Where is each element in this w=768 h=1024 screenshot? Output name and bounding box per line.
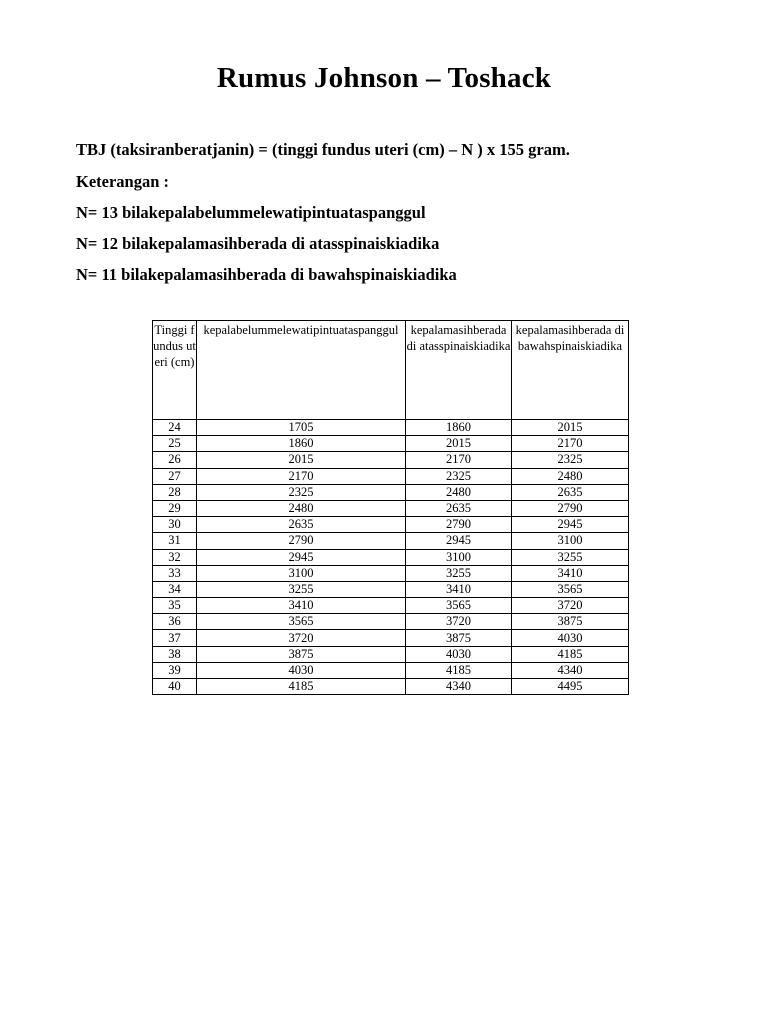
table-cell: 3255 bbox=[197, 581, 406, 597]
table-cell: 3565 bbox=[197, 614, 406, 630]
table-row bbox=[153, 484, 629, 500]
table-cell: 33 bbox=[153, 565, 197, 581]
table-cell: 3100 bbox=[512, 533, 629, 549]
table-cell: 3875 bbox=[512, 614, 629, 630]
header-n11: kepalamasihberada di bawahspinaiskiadika bbox=[512, 321, 629, 420]
table-cell: 4340 bbox=[406, 679, 512, 695]
table-cell: 2790 bbox=[406, 517, 512, 533]
table-cell: 2945 bbox=[512, 517, 629, 533]
header-fundus-height: Tinggi fundus uteri (cm) bbox=[153, 321, 197, 420]
table-cell: 32 bbox=[153, 549, 197, 565]
table-row bbox=[153, 630, 629, 646]
table-row bbox=[153, 565, 629, 581]
table-head bbox=[153, 321, 629, 420]
table-cell: 2015 bbox=[197, 452, 406, 468]
table-cell: 2790 bbox=[512, 500, 629, 516]
table-cell: 36 bbox=[153, 614, 197, 630]
table-cell: 31 bbox=[153, 533, 197, 549]
table-cell: 3100 bbox=[197, 565, 406, 581]
table-row bbox=[153, 452, 629, 468]
table-cell: 2480 bbox=[512, 468, 629, 484]
table-row bbox=[153, 500, 629, 516]
table-cell: 4495 bbox=[512, 679, 629, 695]
table-cell: 3720 bbox=[197, 630, 406, 646]
table-cell: 2635 bbox=[197, 517, 406, 533]
table-cell: 2480 bbox=[406, 484, 512, 500]
table-cell: 4185 bbox=[406, 662, 512, 678]
table-cell: 1860 bbox=[406, 420, 512, 436]
table-cell: 2945 bbox=[406, 533, 512, 549]
table-cell: 24 bbox=[153, 420, 197, 436]
table-cell: 30 bbox=[153, 517, 197, 533]
note-n12: N= 12 bilakepalamasihberada di atasspinaiskiadika bbox=[76, 234, 440, 253]
table-cell: 26 bbox=[153, 452, 197, 468]
page-title: Rumus Johnson – Toshack bbox=[216, 62, 552, 94]
table-row bbox=[153, 549, 629, 565]
table-cell: 3255 bbox=[512, 549, 629, 565]
table-cell: 3565 bbox=[512, 581, 629, 597]
table-row bbox=[153, 646, 629, 662]
table-cell: 34 bbox=[153, 581, 197, 597]
table-row bbox=[153, 533, 629, 549]
table-cell: 2170 bbox=[197, 468, 406, 484]
keterangan-label: Keterangan : bbox=[76, 172, 170, 191]
table-row bbox=[153, 420, 629, 436]
table-cell: 2635 bbox=[406, 500, 512, 516]
table-row bbox=[153, 614, 629, 630]
table-cell: 2325 bbox=[512, 452, 629, 468]
table-cell: 2170 bbox=[406, 452, 512, 468]
table-row bbox=[153, 679, 629, 695]
table-cell: 1860 bbox=[197, 436, 406, 452]
table-cell: 2945 bbox=[197, 549, 406, 565]
table-row bbox=[153, 598, 629, 614]
table-cell: 3875 bbox=[197, 646, 406, 662]
table-cell: 3720 bbox=[406, 614, 512, 630]
weight-table bbox=[152, 320, 629, 695]
table-cell: 4185 bbox=[512, 646, 629, 662]
formula-text: TBJ (taksiranberatjanin) = (tinggi fundus uteri (cm) – N ) x 155 gram. bbox=[76, 140, 570, 159]
table-cell: 4185 bbox=[197, 679, 406, 695]
table-cell: 2015 bbox=[512, 420, 629, 436]
table-cell: 3410 bbox=[406, 581, 512, 597]
table-cell: 1705 bbox=[197, 420, 406, 436]
note-n11: N= 11 bilakepalamasihberada di bawahspinaiskiadika bbox=[76, 265, 457, 284]
table-cell: 35 bbox=[153, 598, 197, 614]
header-n12: kepalamasihberada di atasspinaiskiadika bbox=[406, 321, 512, 420]
table-body bbox=[153, 420, 629, 695]
table-cell: 3720 bbox=[512, 598, 629, 614]
table-cell: 40 bbox=[153, 679, 197, 695]
table-cell: 3410 bbox=[197, 598, 406, 614]
table-cell: 25 bbox=[153, 436, 197, 452]
table-row bbox=[153, 662, 629, 678]
table-row bbox=[153, 581, 629, 597]
table-cell: 2790 bbox=[197, 533, 406, 549]
table-cell: 27 bbox=[153, 468, 197, 484]
table-cell: 4340 bbox=[512, 662, 629, 678]
table-cell: 3100 bbox=[406, 549, 512, 565]
table-row bbox=[153, 517, 629, 533]
table-header-row bbox=[153, 321, 629, 420]
table-row bbox=[153, 436, 629, 452]
table-cell: 38 bbox=[153, 646, 197, 662]
table-cell: 2170 bbox=[512, 436, 629, 452]
table-cell: 28 bbox=[153, 484, 197, 500]
table-cell: 3410 bbox=[512, 565, 629, 581]
table-cell: 39 bbox=[153, 662, 197, 678]
table-cell: 2015 bbox=[406, 436, 512, 452]
table-cell: 4030 bbox=[406, 646, 512, 662]
table-row bbox=[153, 468, 629, 484]
table-cell: 3255 bbox=[406, 565, 512, 581]
header-n13: kepalabelummelewatipintuataspanggul bbox=[197, 321, 406, 420]
table-cell: 4030 bbox=[512, 630, 629, 646]
note-n13: N= 13 bilakepalabelummelewatipintuataspanggul bbox=[76, 203, 426, 222]
table-cell: 3565 bbox=[406, 598, 512, 614]
table-cell: 2325 bbox=[197, 484, 406, 500]
table-cell: 3875 bbox=[406, 630, 512, 646]
table-cell: 2325 bbox=[406, 468, 512, 484]
table-cell: 2480 bbox=[197, 500, 406, 516]
table-cell: 4030 bbox=[197, 662, 406, 678]
table-cell: 29 bbox=[153, 500, 197, 516]
table-cell: 37 bbox=[153, 630, 197, 646]
table-cell: 2635 bbox=[512, 484, 629, 500]
